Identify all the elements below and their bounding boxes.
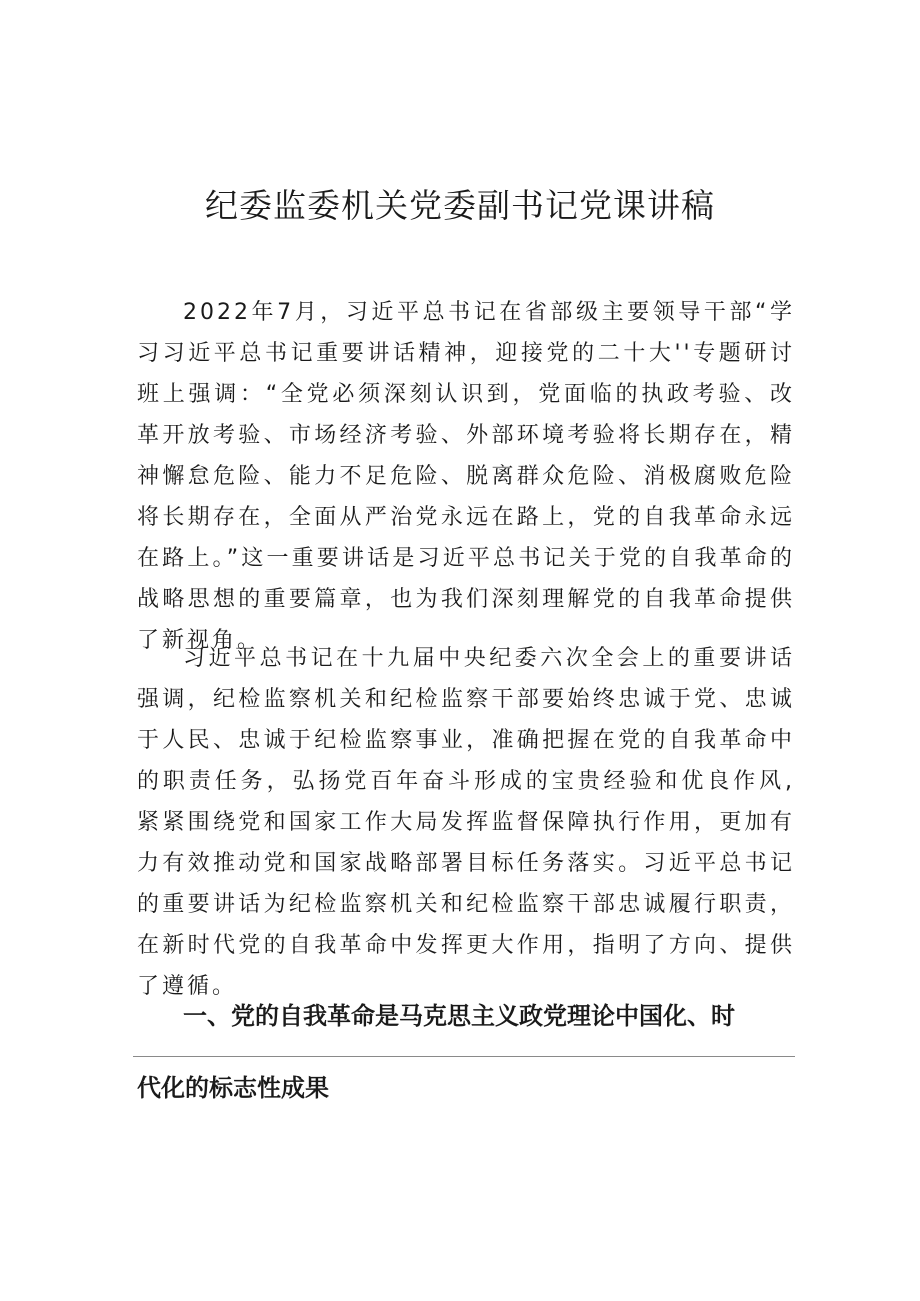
document-title: 纪委监委机关党委副书记党课讲稿 xyxy=(205,186,715,225)
paragraph-2: 习近平总书记在十九届中央纪委六次全会上的重要讲话强调，纪检监察机关和纪检监察干部要始终忠诚于党、忠诚于人民、忠诚于纪检监察事业，准确把握在党的自我革命中的职责任务，弘扬党百年奋斗形成的宝贵经验和优良作风,紧紧围绕党和国家工作大局发挥监督保障执行作用，更加有力有效推动党和国家战略部署目标任务落实。习近平总书记的重要讲话为纪检监察机关和纪检监察干部忠诚履行职责，在新时代党的自我革命中发挥更大作用，指明了方向、提供了遵循。 xyxy=(137,646,795,999)
paragraph-1: 2022年7月，习近平总书记在省部级主要领导干部“学习习近平总书记重要讲话精神，迎接党的二十大''专题研讨班上强调：“全党必须深刻认识到，党面临的执政考验、改革开放考验、市场经济考验、外部环境考验将长期存在，精神懈怠危险、能力不足危险、脱离群众危险、消极腐败危险将长期存在，全面从严治党永远在路上，党的自我革命永远在路上。”这一重要讲话是习近平总书记关于党的自我革命的战略思想的重要篇章，也为我们深刻理解党的自我革命提供了新视角。 xyxy=(137,300,795,653)
section-heading-line-1: 一、党的自我革命是马克思主义政党理论中国化、时 xyxy=(183,1002,735,1030)
section-heading-line-2: 代化的标志性成果 xyxy=(137,1074,329,1102)
page-break-divider xyxy=(133,1056,795,1057)
